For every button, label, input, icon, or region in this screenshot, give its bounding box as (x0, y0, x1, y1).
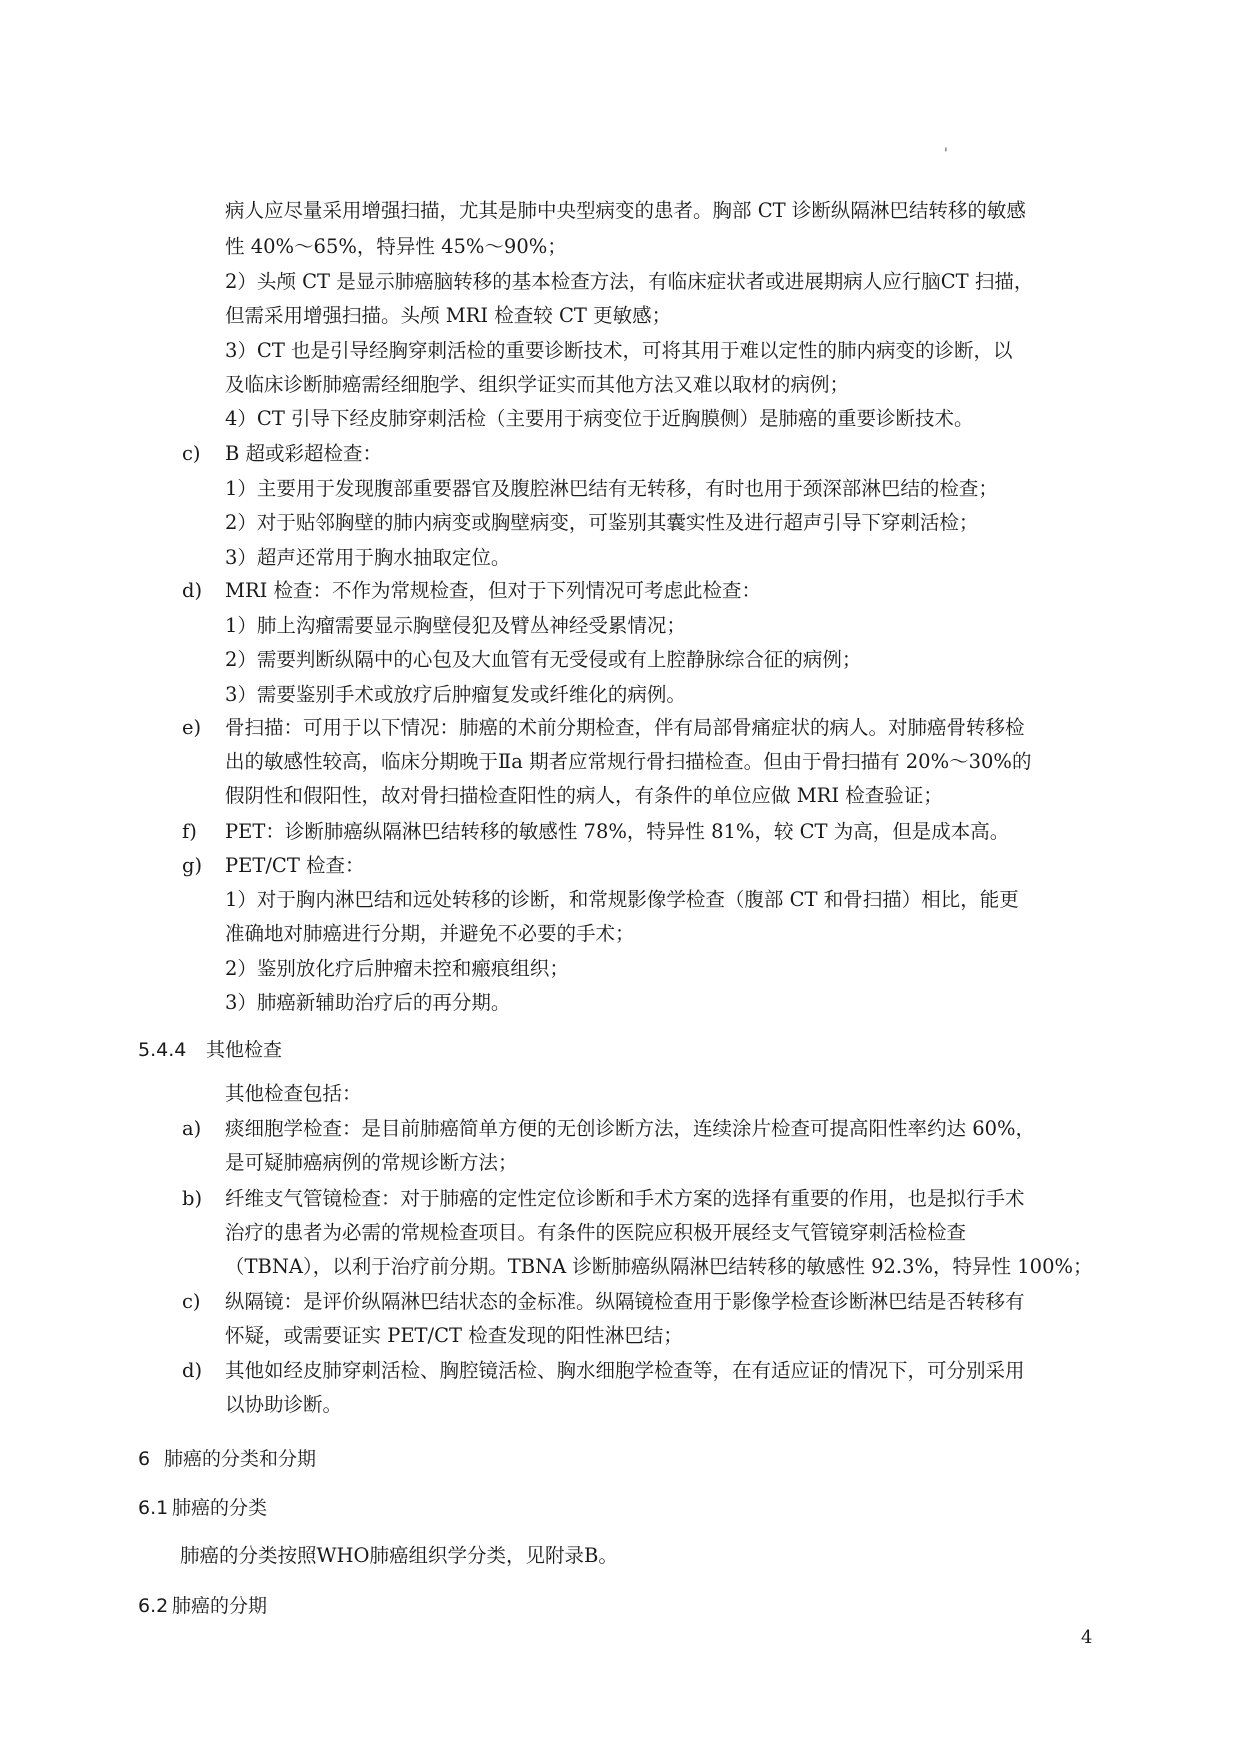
text-line: 3）超声还常用于胸水抽取定位。 (225, 546, 511, 569)
text-line: 假阴性和假阳性，故对骨扫描检查阳性的病人，有条件的单位应做 MRI 检查验证； (225, 784, 943, 807)
list-marker: e) (182, 716, 202, 739)
text-line: 以协助诊断。 (225, 1393, 343, 1416)
text-line: 出的敏感性较高，临床分期晚于Ⅱa 期者应常规行骨扫描检查。但由于骨扫描有 20%～30%的 (225, 750, 1032, 773)
text-line: 1）对于胸内淋巴结和远处转移的诊断，和常规影像学检查（腹部 CT 和骨扫描）相比，能更 (225, 888, 1019, 911)
text-line: 病人应尽量采用增强扫描，尤其是肺中央型病变的患者。胸部 CT 诊断纵隔淋巴结转移的敏感 (225, 199, 1026, 222)
list-marker: b) (182, 1187, 203, 1210)
section-number: 5.4.4 (138, 1039, 187, 1061)
text-line: 是可疑肺癌病例的常规诊断方法； (225, 1151, 518, 1174)
list-marker: c) (182, 442, 201, 465)
text-line: 骨扫描：可用于以下情况：肺癌的术前分期检查，伴有局部骨痛症状的病人。对肺癌骨转移检 (225, 716, 1025, 739)
text-line: PET/CT 检查： (225, 854, 365, 877)
text-line: 3）需要鉴别手术或放疗后肿瘤复发或纤维化的病例。 (225, 683, 686, 706)
text-line: 1）肺上沟瘤需要显示胸壁侵犯及臂丛神经受累情况； (225, 614, 686, 637)
text-line: （TBNA），以利于治疗前分期。TBNA 诊断肺癌纵隔淋巴结转移的敏感性 92.3%，特异性 100%； (225, 1255, 1093, 1278)
section-heading: 肺癌的分类和分期 (164, 1448, 317, 1470)
list-marker: c) (182, 1290, 201, 1313)
text-line: PET：诊断肺癌纵隔淋巴结转移的敏感性 78%，特异性 81%，较 CT 为高，但是成本高。 (225, 820, 1010, 843)
text-line: 3）肺癌新辅助治疗后的再分期。 (225, 991, 511, 1014)
text-line: 怀疑，或需要证实 PET/CT 检查发现的阳性淋巴结； (225, 1324, 683, 1347)
text-line: 2）头颅 CT 是显示肺癌脑转移的基本检查方法，有临床症状者或进展期病人应行脑CT 扫描， (225, 270, 1034, 293)
page-number: 4 (1081, 1627, 1093, 1648)
section-heading: 肺癌的分期 (172, 1595, 268, 1617)
text-line: 治疗的患者为必需的常规检查项目。有条件的医院应积极开展经支气管镜穿刺活检检查 (225, 1221, 967, 1244)
list-marker: d) (182, 1359, 203, 1382)
text-line: 但需采用增强扫描。头颅 MRI 检查较 CT 更敏感； (225, 304, 672, 327)
list-marker: f) (182, 820, 197, 843)
section-number: 6.1 (138, 1497, 169, 1519)
text-line: 4）CT 引导下经皮肺穿刺活检（主要用于病变位于近胸膜侧）是肺癌的重要诊断技术。 (225, 407, 974, 430)
text-line: 纤维支气管镜检查：对于肺癌的定性定位诊断和手术方案的选择有重要的作用，也是拟行手术 (225, 1187, 1025, 1210)
text-line: 准确地对肺癌进行分期，并避免不必要的手术； (225, 922, 635, 945)
text-line: B 超或彩超检查： (225, 442, 383, 465)
section-heading: 其他检查 (206, 1039, 283, 1061)
text-line: 痰细胞学检查：是目前肺癌简单方便的无创诊断方法，连续涂片检查可提高阳性率约达 60%， (225, 1117, 1036, 1140)
text-line: 其他检查包括： (225, 1082, 362, 1105)
text-line: MRI 检查：不作为常规检查，但对于下列情况可考虑此检查： (225, 579, 762, 602)
text-line: 及临床诊断肺癌需经细胞学、组织学证实而其他方法又难以取材的病例； (225, 373, 850, 396)
list-marker: d) (182, 579, 203, 602)
section-number: 6.2 (138, 1595, 169, 1617)
text-line: 2）对于贴邻胸壁的肺内病变或胸壁病变，可鉴别其囊实性及进行超声引导下穿刺活检； (225, 511, 979, 534)
section-heading: 肺癌的分类 (172, 1497, 268, 1519)
text-line: 其他如经皮肺穿刺活检、胸腔镜活检、胸水细胞学检查等，在有适应证的情况下，可分别采用 (225, 1359, 1025, 1382)
text-line: 性 40%～65%，特异性 45%～90%； (225, 235, 567, 258)
section-number: 6 (138, 1448, 151, 1470)
text-line: 3）CT 也是引导经胸穿刺活检的重要诊断技术，可将其用于难以定性的肺内病变的诊断，以 (225, 339, 1013, 362)
text-line: 纵隔镜：是评价纵隔淋巴结状态的金标准。纵隔镜检查用于影像学检查诊断淋巴结是否转移有 (225, 1290, 1025, 1313)
text-line: 2）需要判断纵隔中的心包及大血管有无受侵或有上腔静脉综合征的病例； (225, 648, 862, 671)
text-line: 2）鉴别放化疗后肿瘤未控和瘢痕组织； (225, 957, 569, 980)
text-line: 肺癌的分类按照WHO肺癌组织学分类，见附录B。 (180, 1544, 618, 1567)
list-marker: a) (182, 1117, 202, 1140)
page-mark: ' (944, 146, 948, 162)
text-line: 1）主要用于发现腹部重要器官及腹腔淋巴结有无转移，有时也用于颈深部淋巴结的检查； (225, 477, 998, 500)
list-marker: g) (182, 854, 203, 877)
